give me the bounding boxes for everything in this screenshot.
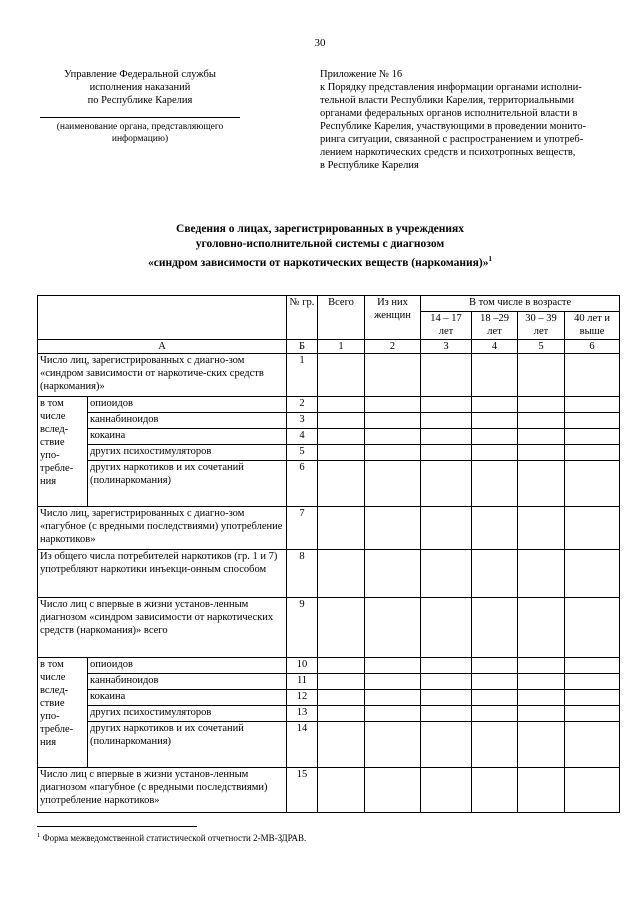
title-line: Сведения о лицах, зарегистрированных в учреждениях bbox=[176, 223, 464, 235]
header-women: Из них женщин bbox=[365, 296, 421, 340]
row-number: 10 bbox=[287, 658, 318, 674]
value-cell[interactable] bbox=[365, 397, 421, 413]
value-cell[interactable] bbox=[421, 445, 472, 461]
value-cell[interactable] bbox=[365, 445, 421, 461]
value-cell[interactable] bbox=[518, 674, 565, 690]
value-cell[interactable] bbox=[518, 429, 565, 445]
value-cell[interactable] bbox=[565, 674, 620, 690]
value-cell[interactable] bbox=[318, 461, 365, 507]
value-cell[interactable] bbox=[318, 674, 365, 690]
value-cell[interactable] bbox=[518, 354, 565, 397]
value-cell[interactable] bbox=[565, 768, 620, 813]
value-cell[interactable] bbox=[421, 413, 472, 429]
value-cell[interactable] bbox=[565, 690, 620, 706]
header-age: 14 – 17 лет bbox=[421, 312, 472, 340]
row-number: 12 bbox=[287, 690, 318, 706]
value-cell[interactable] bbox=[318, 658, 365, 674]
value-cell[interactable] bbox=[365, 429, 421, 445]
value-cell[interactable] bbox=[365, 658, 421, 674]
value-cell[interactable] bbox=[518, 690, 565, 706]
value-cell[interactable] bbox=[565, 722, 620, 768]
reporting-organization bbox=[40, 68, 240, 145]
row-label: других наркотиков и их сочетаний (полинаркомания) bbox=[88, 722, 287, 768]
value-cell[interactable] bbox=[472, 354, 518, 397]
value-cell[interactable] bbox=[518, 550, 565, 598]
index-cell: 2 bbox=[365, 340, 421, 354]
row-label: опиоидов bbox=[88, 397, 287, 413]
row-number: 5 bbox=[287, 445, 318, 461]
value-cell[interactable] bbox=[318, 354, 365, 397]
appendix-header bbox=[320, 68, 620, 172]
value-cell[interactable] bbox=[565, 550, 620, 598]
index-cell: Б bbox=[287, 340, 318, 354]
row-number: 15 bbox=[287, 768, 318, 813]
value-cell[interactable] bbox=[365, 507, 421, 550]
table-row bbox=[38, 397, 620, 413]
value-cell[interactable] bbox=[472, 768, 518, 813]
footnote bbox=[37, 832, 306, 843]
page-number: 30 bbox=[314, 37, 326, 49]
footnote-reference: 1 bbox=[488, 255, 492, 263]
appendix-number: Приложение № 16 bbox=[320, 69, 403, 80]
header-age: 18 –29 лет bbox=[472, 312, 518, 340]
value-cell[interactable] bbox=[472, 706, 518, 722]
value-cell[interactable] bbox=[518, 507, 565, 550]
value-cell[interactable] bbox=[421, 354, 472, 397]
value-cell[interactable] bbox=[365, 413, 421, 429]
row-label: опиоидов bbox=[88, 658, 287, 674]
table-row bbox=[38, 722, 620, 768]
value-cell[interactable] bbox=[518, 768, 565, 813]
value-cell[interactable] bbox=[318, 507, 365, 550]
value-cell[interactable] bbox=[365, 550, 421, 598]
row-label: кокаина bbox=[88, 690, 287, 706]
value-cell[interactable] bbox=[565, 397, 620, 413]
table-row bbox=[38, 550, 620, 598]
row-label: других психостимуляторов bbox=[88, 706, 287, 722]
value-cell[interactable] bbox=[421, 768, 472, 813]
group-label: в том числе вслед-ствие упо-требле-ния bbox=[38, 658, 88, 768]
document-title bbox=[60, 222, 580, 271]
caption-line: (наименование органа, представляющего bbox=[56, 122, 224, 132]
value-cell[interactable] bbox=[472, 598, 518, 658]
value-cell[interactable] bbox=[472, 507, 518, 550]
title-line bbox=[60, 252, 580, 271]
header-age: 30 – 39 лет bbox=[518, 312, 565, 340]
value-cell[interactable] bbox=[421, 658, 472, 674]
value-cell[interactable] bbox=[365, 598, 421, 658]
value-cell[interactable] bbox=[565, 461, 620, 507]
value-cell[interactable] bbox=[518, 413, 565, 429]
value-cell[interactable] bbox=[318, 413, 365, 429]
value-cell[interactable] bbox=[421, 690, 472, 706]
value-cell[interactable] bbox=[472, 445, 518, 461]
value-cell[interactable] bbox=[421, 397, 472, 413]
value-cell[interactable] bbox=[565, 413, 620, 429]
row-number: 9 bbox=[287, 598, 318, 658]
row-label: Число лиц, зарегистрированных с диагно-зом «пагубное (с вредными последствиями) употребление наркотиков» bbox=[38, 507, 287, 550]
index-cell: 5 bbox=[518, 340, 565, 354]
org-line: исполнения наказаний bbox=[89, 82, 191, 93]
value-cell[interactable] bbox=[518, 658, 565, 674]
value-cell[interactable] bbox=[472, 429, 518, 445]
table-row bbox=[38, 674, 620, 690]
value-cell[interactable] bbox=[318, 397, 365, 413]
table-row bbox=[38, 429, 620, 445]
value-cell[interactable] bbox=[421, 550, 472, 598]
row-number: 4 bbox=[287, 429, 318, 445]
value-cell[interactable] bbox=[318, 429, 365, 445]
value-cell[interactable] bbox=[318, 706, 365, 722]
table-row bbox=[38, 598, 620, 658]
report-table bbox=[37, 295, 620, 813]
value-cell[interactable] bbox=[318, 550, 365, 598]
row-label: каннабиноидов bbox=[88, 674, 287, 690]
header-row-no: № гр. bbox=[287, 296, 318, 340]
row-label: Из общего числа потребителей наркотиков (гр. 1 и 7) употребляют наркотики инъекци-онным способом bbox=[38, 550, 287, 598]
table-row bbox=[38, 706, 620, 722]
value-cell[interactable] bbox=[518, 598, 565, 658]
header-total: Всего bbox=[318, 296, 365, 340]
row-number: 1 bbox=[287, 354, 318, 397]
value-cell[interactable] bbox=[318, 690, 365, 706]
value-cell[interactable] bbox=[472, 722, 518, 768]
value-cell[interactable] bbox=[421, 722, 472, 768]
index-cell: А bbox=[38, 340, 287, 354]
row-label: других наркотиков и их сочетаний (полинаркомания) bbox=[88, 461, 287, 507]
row-label: Число лиц, зарегистрированных с диагно-зом «синдром зависимости от наркотиче-ских средств (наркомания)» bbox=[38, 354, 287, 397]
value-cell[interactable] bbox=[472, 461, 518, 507]
index-cell: 3 bbox=[421, 340, 472, 354]
header-age: 40 лет и выше bbox=[565, 312, 620, 340]
value-cell[interactable] bbox=[318, 445, 365, 461]
group-label: в том числе вслед-ствие упо-требле-ния bbox=[38, 397, 88, 507]
value-cell[interactable] bbox=[518, 445, 565, 461]
org-line: по Республике Карелия bbox=[87, 95, 193, 106]
value-cell[interactable] bbox=[518, 706, 565, 722]
table-row bbox=[38, 507, 620, 550]
value-cell[interactable] bbox=[365, 706, 421, 722]
value-cell[interactable] bbox=[565, 507, 620, 550]
value-cell[interactable] bbox=[365, 461, 421, 507]
row-label: других психостимуляторов bbox=[88, 445, 287, 461]
value-cell[interactable] bbox=[472, 550, 518, 598]
value-cell[interactable] bbox=[472, 413, 518, 429]
row-number: 7 bbox=[287, 507, 318, 550]
index-cell: 1 bbox=[318, 340, 365, 354]
value-cell[interactable] bbox=[565, 445, 620, 461]
value-cell[interactable] bbox=[365, 722, 421, 768]
table-row bbox=[38, 461, 620, 507]
table-row bbox=[38, 768, 620, 813]
value-cell[interactable] bbox=[518, 722, 565, 768]
value-cell[interactable] bbox=[518, 461, 565, 507]
value-cell[interactable] bbox=[365, 768, 421, 813]
value-cell[interactable] bbox=[421, 507, 472, 550]
row-label: Число лиц с впервые в жизни установ-ленным диагнозом «пагубное (с вредными последствиями) употребление наркотиков» bbox=[38, 768, 287, 813]
value-cell[interactable] bbox=[518, 397, 565, 413]
value-cell[interactable] bbox=[318, 598, 365, 658]
table-row bbox=[38, 658, 620, 674]
row-number: 13 bbox=[287, 706, 318, 722]
appendix-text: к Порядку представления информации органами исполни- тельной власти Республики Карелия, территориальными органами федеральных органов исполнительной власти в Республике Карелия, участвующими в проведении монито- ринга ситуации, связанной с распространением и употреб- лением наркотических средств и психотропных веществ, в Республике Карелия bbox=[320, 82, 587, 171]
index-cell: 4 bbox=[472, 340, 518, 354]
value-cell[interactable] bbox=[472, 690, 518, 706]
row-label: Число лиц с впервые в жизни установ-ленным диагнозом «синдром зависимости от наркотических средств (наркомания)» всего bbox=[38, 598, 287, 658]
table-row bbox=[38, 445, 620, 461]
signature-rule bbox=[40, 117, 240, 118]
row-label: кокаина bbox=[88, 429, 287, 445]
value-cell[interactable] bbox=[421, 598, 472, 658]
value-cell[interactable] bbox=[365, 354, 421, 397]
value-cell[interactable] bbox=[318, 768, 365, 813]
value-cell[interactable] bbox=[421, 706, 472, 722]
value-cell[interactable] bbox=[421, 461, 472, 507]
row-number: 8 bbox=[287, 550, 318, 598]
title-line: уголовно-исполнительной системы с диагнозом bbox=[195, 238, 445, 250]
org-line: Управление Федеральной службы bbox=[64, 69, 216, 80]
organization-caption bbox=[40, 121, 240, 145]
index-cell: 6 bbox=[565, 340, 620, 354]
footnote-mark: 1 bbox=[37, 832, 41, 839]
header-age-group: В том числе в возрасте bbox=[421, 296, 620, 312]
value-cell[interactable] bbox=[565, 706, 620, 722]
value-cell[interactable] bbox=[472, 658, 518, 674]
value-cell[interactable] bbox=[565, 658, 620, 674]
header-blank bbox=[38, 296, 287, 340]
caption-line: информацию) bbox=[111, 134, 169, 144]
table-row bbox=[38, 690, 620, 706]
value-cell[interactable] bbox=[472, 674, 518, 690]
value-cell[interactable] bbox=[365, 690, 421, 706]
row-number: 2 bbox=[287, 397, 318, 413]
title-line-text: «синдром зависимости от наркотических веществ (наркомания)» bbox=[148, 256, 489, 269]
value-cell[interactable] bbox=[472, 397, 518, 413]
footnote-separator bbox=[37, 826, 197, 827]
value-cell[interactable] bbox=[421, 429, 472, 445]
value-cell[interactable] bbox=[565, 598, 620, 658]
value-cell[interactable] bbox=[421, 674, 472, 690]
row-number: 3 bbox=[287, 413, 318, 429]
row-number: 14 bbox=[287, 722, 318, 768]
value-cell[interactable] bbox=[565, 429, 620, 445]
row-number: 11 bbox=[287, 674, 318, 690]
value-cell[interactable] bbox=[318, 722, 365, 768]
value-cell[interactable] bbox=[365, 674, 421, 690]
row-label: каннабиноидов bbox=[88, 413, 287, 429]
row-number: 6 bbox=[287, 461, 318, 507]
table-row bbox=[38, 413, 620, 429]
footnote-text: Форма межведомственной статистической отчетности 2-МВ-ЗДРАВ. bbox=[42, 833, 307, 843]
value-cell[interactable] bbox=[565, 354, 620, 397]
table-row bbox=[38, 354, 620, 397]
